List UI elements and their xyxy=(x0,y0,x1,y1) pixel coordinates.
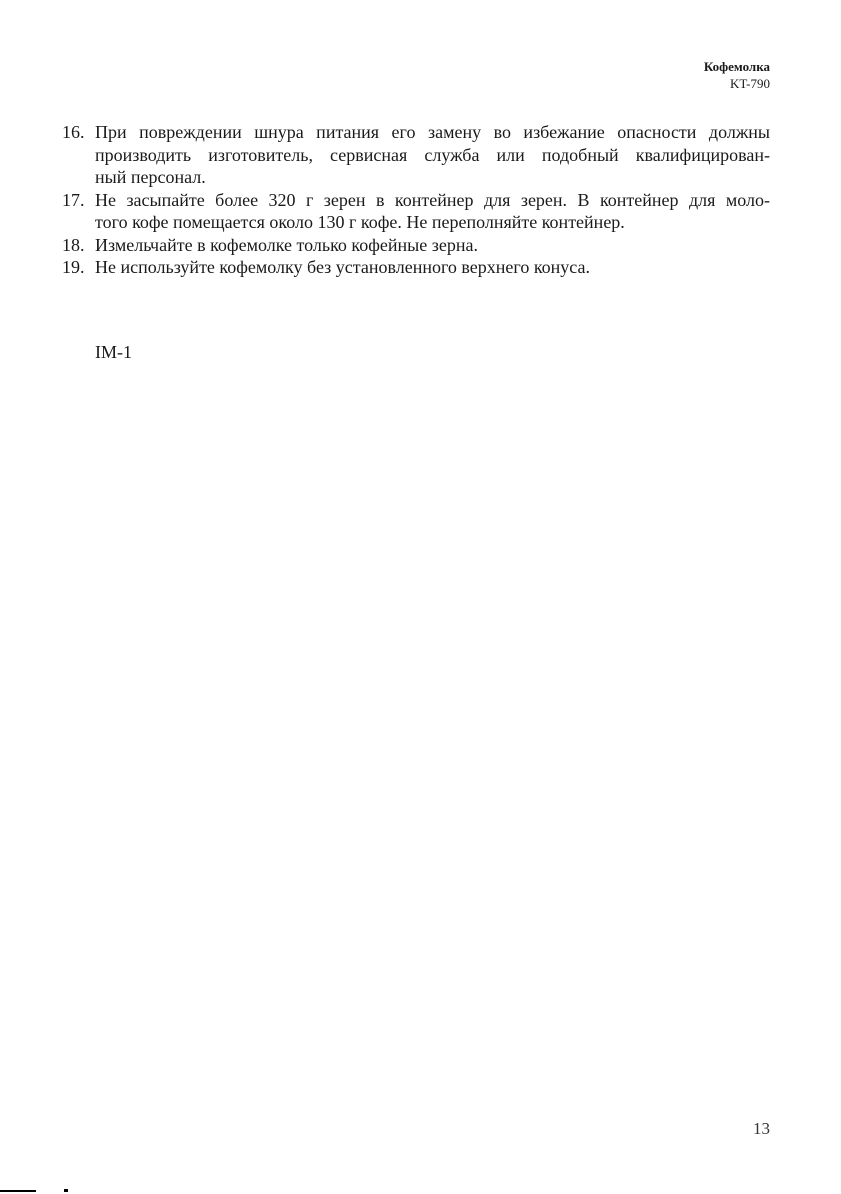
instruction-item-19 xyxy=(62,256,770,279)
instruction-line: Не используйте кофемолку без установленного верхнего конуса. xyxy=(95,257,590,277)
instruction-line: Не засыпайте более 320 г зерен в контейнер для зерен. В контейнер для моло- xyxy=(95,189,770,210)
product-title: Кофемолка xyxy=(703,59,770,74)
crop-mark xyxy=(0,1190,36,1192)
instruction-line: производить изготовитель, сервисная служба или подобный квалифицирован- xyxy=(95,144,770,165)
instruction-number: 19. xyxy=(62,257,85,277)
instruction-item-17 xyxy=(62,189,770,234)
page-number: 13 xyxy=(753,1119,770,1138)
instruction-number: 16. xyxy=(62,122,85,142)
instruction-line: того кофе помещается около 130 г кофе. Не переполняйте контейнер. xyxy=(95,212,625,232)
page-header xyxy=(704,58,770,92)
instruction-number: 17. xyxy=(62,189,85,210)
product-model: KT-790 xyxy=(730,76,770,91)
instruction-number: 18. xyxy=(62,234,85,255)
instruction-item-18 xyxy=(62,234,770,257)
instruction-line: При повреждении шнура питания его замену во избежание опасности должны xyxy=(95,122,770,142)
crop-mark-dot xyxy=(64,1189,68,1192)
instruction-line: ный персонал. xyxy=(95,167,206,187)
instruction-item-16 xyxy=(62,121,770,189)
safety-instructions-list xyxy=(62,121,770,279)
document-code: IM-1 xyxy=(95,342,132,362)
instruction-line: Измельчайте в кофемолке только кофейные зерна. xyxy=(95,234,478,255)
